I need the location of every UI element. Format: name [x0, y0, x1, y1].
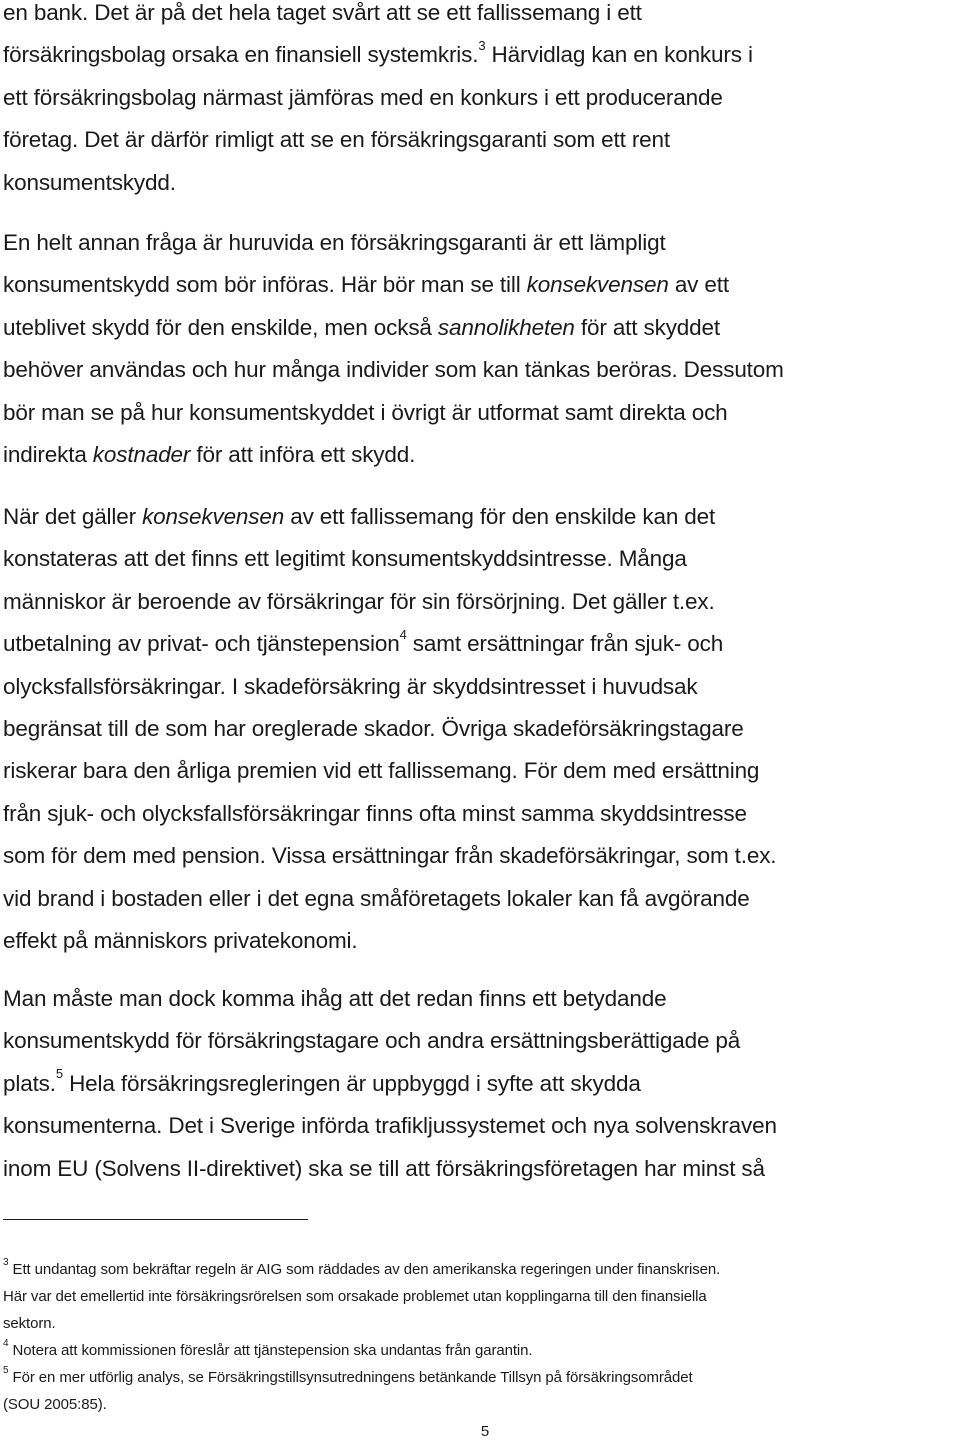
text-line: konstateras att det finns ett legitimt konsumentskyddsintresse. Många [3, 546, 687, 572]
text-line: konsumenterna. Det i Sverige införda trafikljussystemet och nya solvenskraven [3, 1113, 777, 1139]
text-line: försäkringsbolag orsaka en finansiell systemkris.$^3$ Härvidlag kan en konkurs i [3, 37, 753, 68]
text-line: konsumentskydd som bör införas. Här bör man se till konsekvensen av ett [3, 272, 729, 298]
page-number: 5 [480, 1423, 490, 1440]
text-line: konsumentskydd. [3, 169, 176, 195]
footnote-number: 5 [3, 1365, 9, 1376]
footnote-4: $^4$ Notera att kommissionen föreslår att tjänstepension ska undantas från garantin. [3, 1338, 533, 1359]
paragraph-2 [3, 222, 958, 476]
text-line: inom EU (Solvens II-direktivet) ska se till att försäkringsföretagen har minst så [3, 1155, 765, 1181]
text-line: en bank. Det är på det hela taget svårt att se ett fallissemang i ett [3, 0, 642, 25]
footnote-number: 3 [3, 1257, 9, 1268]
footnote-separator [3, 1219, 308, 1220]
text-line: begränsat till de som har oreglerade skador. Övriga skadeförsäkringstagare [3, 716, 744, 742]
text-line: Man måste man dock komma ihåg att det redan finns ett betydande [3, 986, 667, 1011]
text-line: konsumentskydd för försäkringstagare och andra ersättningsberättigade på [3, 1028, 741, 1054]
italic-term: kostnader [92, 442, 191, 468]
footnote-ref-4[interactable]: 4 [399, 626, 407, 642]
footnote-ref-3[interactable]: 3 [478, 37, 486, 53]
italic-term: sannolikheten [437, 314, 575, 340]
text-line: effekt på människors privatekonomi. [3, 928, 358, 954]
footnote-5: $^5$ För en mer utförlig analys, se Försäkringstillsynsutredningens betänkande Tillsyn på försäkringsområdet [3, 1365, 693, 1386]
text-line: plats.$^5$ Hela försäkringsregleringen är uppbyggd i syfte att skydda [3, 1066, 641, 1096]
paragraph-1 [3, 0, 958, 204]
text-line: företag. Det är därför rimligt att se en försäkringsgaranti som ett rent [3, 127, 670, 153]
text-line: utbetalning av privat- och tjänstepension$^4$ samt ersättningar från sjuk- och [3, 626, 724, 657]
text-line: uteblivet skydd för den enskilde, men också sannolikheten för att skyddet [3, 314, 720, 340]
text-line: indirekta kostnader för att införa ett skydd. [3, 442, 416, 468]
footnote-3-continued: sektorn. [3, 1315, 56, 1332]
text-line: När det gäller konsekvensen av ett fallissemang för den enskilde kan det [3, 504, 716, 529]
footnote-5-continued: (SOU 2005:85). [3, 1396, 107, 1413]
paragraph-4 [3, 978, 958, 1190]
footnote-3-continued: Här var det emellertid inte försäkringsrörelsen som orsakade problemet utan kopplingarna till den finansiella [3, 1288, 707, 1305]
text-line: behöver användas och hur många individer som kan tänkas beröras. Dessutom [3, 357, 784, 383]
text-line: olycksfallsförsäkringar. I skadeförsäkring är skyddsintresset i huvudsak [3, 673, 698, 699]
text-line: människor är beroende av försäkringar för sin försörjning. Det gäller t.ex. [3, 588, 715, 614]
footnote-ref-5[interactable]: 5 [55, 1066, 63, 1082]
paragraph-3 [3, 496, 958, 962]
text-line: som för dem med pension. Vissa ersättningar från skadeförsäkringar, som t.ex. [3, 843, 777, 869]
text-line: riskerar bara den årliga premien vid ett fallissemang. För dem med ersättning [3, 758, 760, 784]
text-line: En helt annan fråga är huruvida en försäkringsgaranti är ett lämpligt [3, 230, 666, 255]
italic-term: konsekvensen [526, 272, 669, 298]
text-line: bör man se på hur konsumentskyddet i övrigt är utformat samt direkta och [3, 399, 728, 425]
footnote-number: 4 [3, 1338, 9, 1349]
footnote-3: $^3$ Ett undantag som bekräftar regeln är AIG som räddades av den amerikanska regeringen under finanskrisen. [3, 1257, 721, 1278]
text-line: ett försäkringsbolag närmast jämföras med en konkurs i ett producerande [3, 84, 723, 110]
italic-term: konsekvensen [142, 504, 285, 529]
text-line: vid brand i bostaden eller i det egna småföretagets lokaler kan få avgörande [3, 885, 750, 911]
text-line: från sjuk- och olycksfallsförsäkringar finns ofta minst samma skyddsintresse [3, 800, 747, 826]
footnotes [3, 1256, 958, 1418]
